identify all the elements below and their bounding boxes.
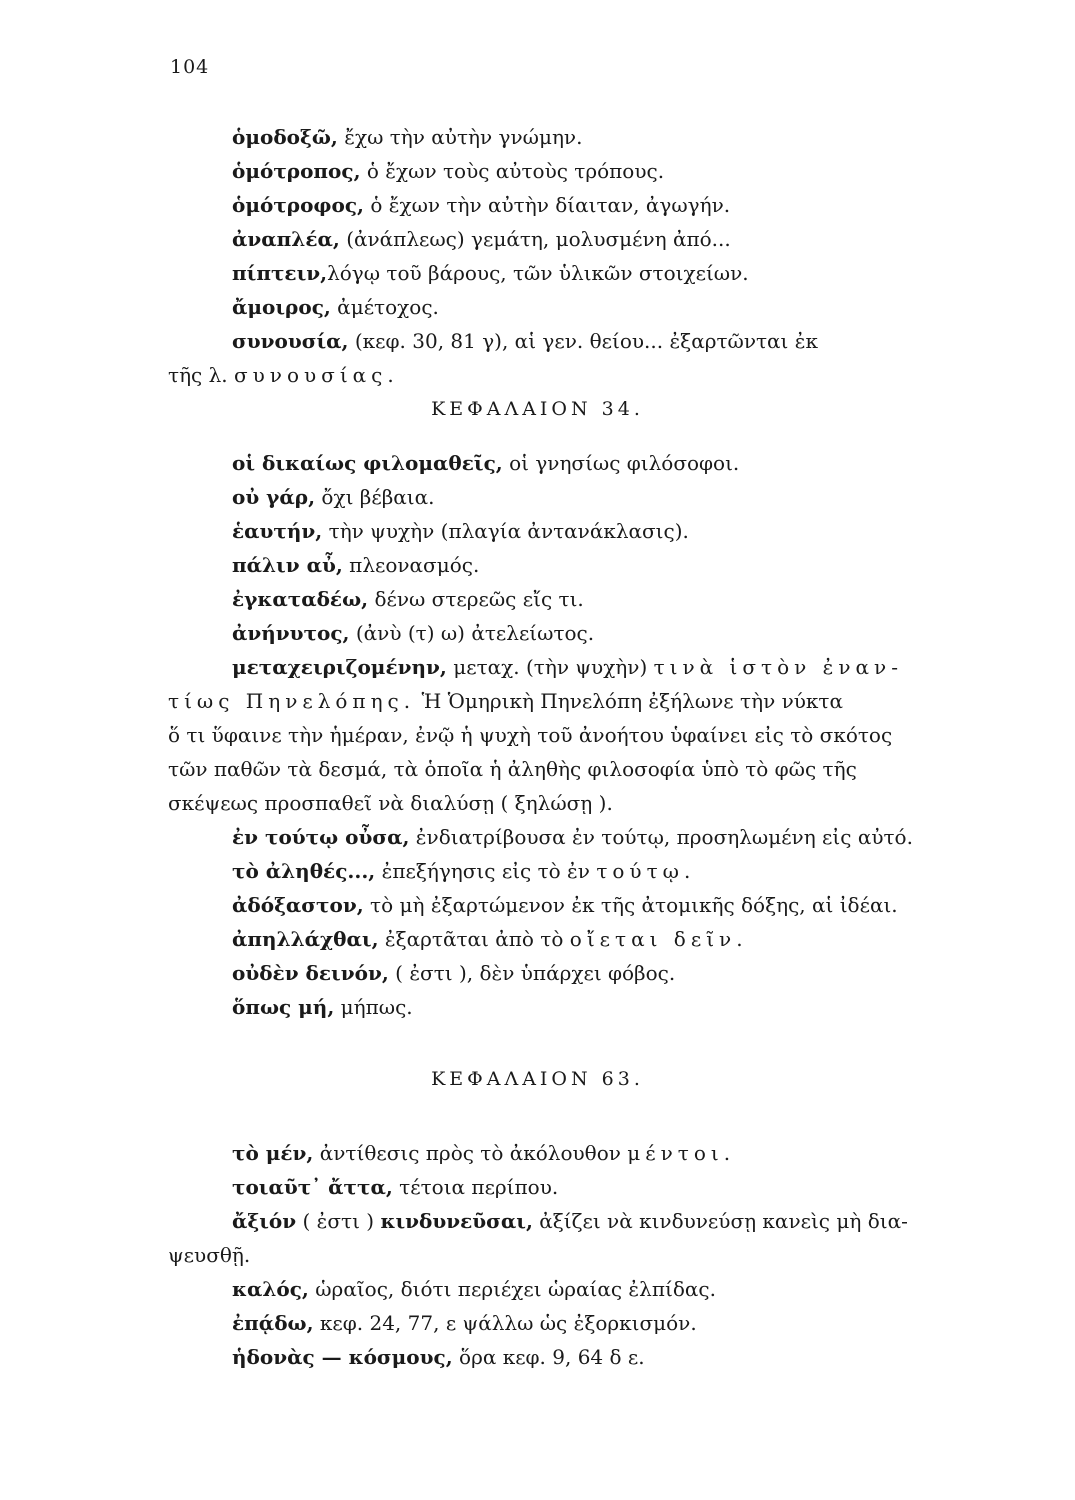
entry-term: ὅπως μή, [232, 995, 335, 1019]
entry-gloss: ὁ ἔχων τοὺς αὐτοὺς τρόπους. [360, 159, 665, 183]
entry-gloss: μήπως. [334, 995, 413, 1019]
entry-gloss: ὄχι βέβαια. [315, 485, 435, 509]
entry [0, 854, 1075, 888]
entry [0, 256, 1075, 290]
entry-term: τὸ ἀληθές..., [232, 859, 376, 883]
entry-term: ἐπᾴδω, [232, 1311, 314, 1335]
spaced-text: τινὰ ἱστὸν ἐναν- [653, 655, 903, 679]
entry [0, 188, 1075, 222]
entry [0, 1340, 1075, 1374]
entry-gloss: ὁ ἔχων τὴν αὐτὴν δίαιταν, ἀγωγήν. [364, 193, 731, 217]
entry-gloss: ἀξίζει νὰ κινδυνεύσῃ κανεὶς μὴ δια- [532, 1209, 908, 1233]
entry-gloss: οἱ γνησίως φιλόσοφοι. [502, 451, 740, 475]
entries-block-1 [0, 120, 1075, 426]
entry-continuation [0, 684, 1075, 718]
chapter-heading-block [0, 1062, 1075, 1096]
entry [0, 1204, 1075, 1238]
entry-term: ἀναπλέα, [232, 227, 340, 251]
entry-term: ἐγκαταδέω, [232, 587, 369, 611]
entry-term: ἀδόξαστον, [232, 893, 364, 917]
entry-continuation: τῶν παθῶν τὰ δεσμά, τὰ ὁποῖα ἡ ἀληθὴς φιλοσοφία ὑπὸ τὸ φῶς τῆς [168, 757, 857, 781]
entry [0, 290, 1075, 324]
entries-block-3 [0, 1136, 1075, 1374]
entry-term: ὁμότροφος, [232, 193, 364, 217]
entry-continuation: ὅ τι ὕφαινε τὴν ἡμέραν, ἐνῷ ἡ ψυχὴ τοῦ ἀνοήτου ὑφαίνει εἰς τὸ σκότος [168, 723, 893, 747]
entry-term: κινδυνεῦσαι, [380, 1209, 533, 1233]
entry-term: ἄξιόν [232, 1209, 297, 1233]
entry-term: ἄμοιρος, [232, 295, 331, 319]
entry-gloss: τέτοια περίπου. [392, 1175, 559, 1199]
entry-term: πάλιν αὖ, [232, 553, 343, 577]
entry-term: καλός, [232, 1277, 309, 1301]
entry [0, 582, 1075, 616]
entry-term: μεταχειριζομένην, [232, 655, 447, 679]
spaced-text: οἴεται δεῖν. [569, 927, 748, 951]
entry-term: ἡδονὰς — κόσμους, [232, 1345, 453, 1369]
spaced-text: μέντοι. [627, 1141, 736, 1165]
entry-gloss: ἔχω τὴν αὐτὴν γνώμην. [337, 125, 583, 149]
entry-term: ἑαυτήν, [232, 519, 323, 543]
entry [0, 222, 1075, 256]
entry [0, 616, 1075, 650]
entry-gloss: ὡραῖος, διότι περιέχει ὡραίας ἐλπίδας. [308, 1277, 716, 1301]
entry [0, 922, 1075, 956]
spaced-text: τούτῳ. [596, 859, 696, 883]
entry-gloss: μεταχ. (τὴν ψυχὴν) [446, 655, 654, 679]
entry [0, 120, 1075, 154]
entry [0, 548, 1075, 582]
entry-term: πίπτειν, [232, 261, 328, 285]
continuation-text: τῆς λ. [168, 363, 234, 387]
entry-gloss: (ἀνάπλεως) γεμάτη, μολυσμένη ἀπό... [339, 227, 731, 251]
entry [0, 820, 1075, 854]
entry [0, 446, 1075, 480]
entry-term: ὁμότροπος, [232, 159, 361, 183]
entry-term: οἱ δικαίως φιλομαθεῖς, [232, 451, 503, 475]
entry-gloss: πλεονασμός. [342, 553, 480, 577]
entry-gloss: τὴν ψυχὴν (πλαγία ἀντανάκλασις). [322, 519, 689, 543]
entry [0, 480, 1075, 514]
entry-term: τὸ μέν, [232, 1141, 314, 1165]
entry-gloss: κεφ. 24, 77, ε ψάλλω ὡς ἐξορκισμόν. [313, 1311, 697, 1335]
chapter-heading-63: ΚΕΦΑΛΑΙΟΝ 63. [431, 1068, 644, 1090]
page-number: 104 [170, 56, 210, 78]
entries-block-2 [0, 446, 1075, 1024]
entry [0, 1272, 1075, 1306]
continuation-text: Ἡ Ὁμηρικὴ Πηνελόπη ἐξήλωνε τὴν νύκτα [415, 689, 843, 713]
entry-gloss: ἐξαρτᾶται ἀπὸ τὸ [378, 927, 570, 951]
entry-gloss: ἀντίθεσις πρὸς τὸ ἀκόλουθον [313, 1141, 628, 1165]
entry-gloss: (ἀνὺ (τ) ω) ἀτελείωτος. [349, 621, 595, 645]
entry [0, 1306, 1075, 1340]
entry-gloss: ( ἐστι ) [296, 1209, 381, 1233]
spaced-text: συνουσίας. [234, 363, 399, 387]
entry-term: οὐδὲν δεινόν, [232, 961, 389, 985]
entry-continuation [0, 358, 1075, 392]
entry-term: ἀπηλλάχθαι, [232, 927, 379, 951]
entry-continuation: σκέψεως προσπαθεῖ νὰ διαλύσῃ ( ξηλώσῃ ). [168, 791, 613, 815]
entry-term: τοιαῦτ᾽ ἄττα, [232, 1175, 393, 1199]
entry [0, 956, 1075, 990]
entry-term: συνουσία, [232, 329, 349, 353]
entry-term: ἀνήνυτος, [232, 621, 350, 645]
entry-gloss: ἀμέτοχος. [330, 295, 439, 319]
entry-gloss: ὅρα κεφ. 9, 64 δ ε. [452, 1345, 645, 1369]
entry [0, 514, 1075, 548]
entry [0, 154, 1075, 188]
entry-term: οὐ γάρ, [232, 485, 316, 509]
entry [0, 1136, 1075, 1170]
entry-continuation: ψευσθῇ. [168, 1243, 251, 1267]
entry-gloss: ἐνδιατρίβουσα ἐν τούτῳ, προσηλωμένη εἰς αὐτό. [409, 825, 913, 849]
entry [0, 990, 1075, 1024]
spaced-text: τίως Πηνελόπης. [168, 689, 416, 713]
entry-term: ἐν τούτῳ οὖσα, [232, 825, 410, 849]
entry [0, 324, 1075, 358]
entry-gloss: λόγῳ τοῦ βάρους, τῶν ὑλικῶν στοιχείων. [327, 261, 749, 285]
chapter-heading-34: ΚΕΦΑΛΑΙΟΝ 34. [431, 398, 644, 420]
entry-gloss: ( ἐστι ), δὲν ὑπάρχει φόβος. [388, 961, 676, 985]
entry [0, 650, 1075, 684]
entry-gloss: (κεφ. 30, 81 γ), αἱ γεν. θείου... ἐξαρτῶνται ἐκ [348, 329, 818, 353]
entry-term: ὁμοδοξῶ, [232, 125, 338, 149]
entry-gloss: τὸ μὴ ἐξαρτώμενον ἐκ τῆς ἀτομικῆς δόξης, αἱ ἰδέαι. [363, 893, 898, 917]
entry-gloss: δένω στερεῶς εἴς τι. [368, 587, 584, 611]
entry [0, 888, 1075, 922]
entry-gloss: ἐπεξήγησις εἰς τὸ ἐν [375, 859, 597, 883]
entry [0, 1170, 1075, 1204]
